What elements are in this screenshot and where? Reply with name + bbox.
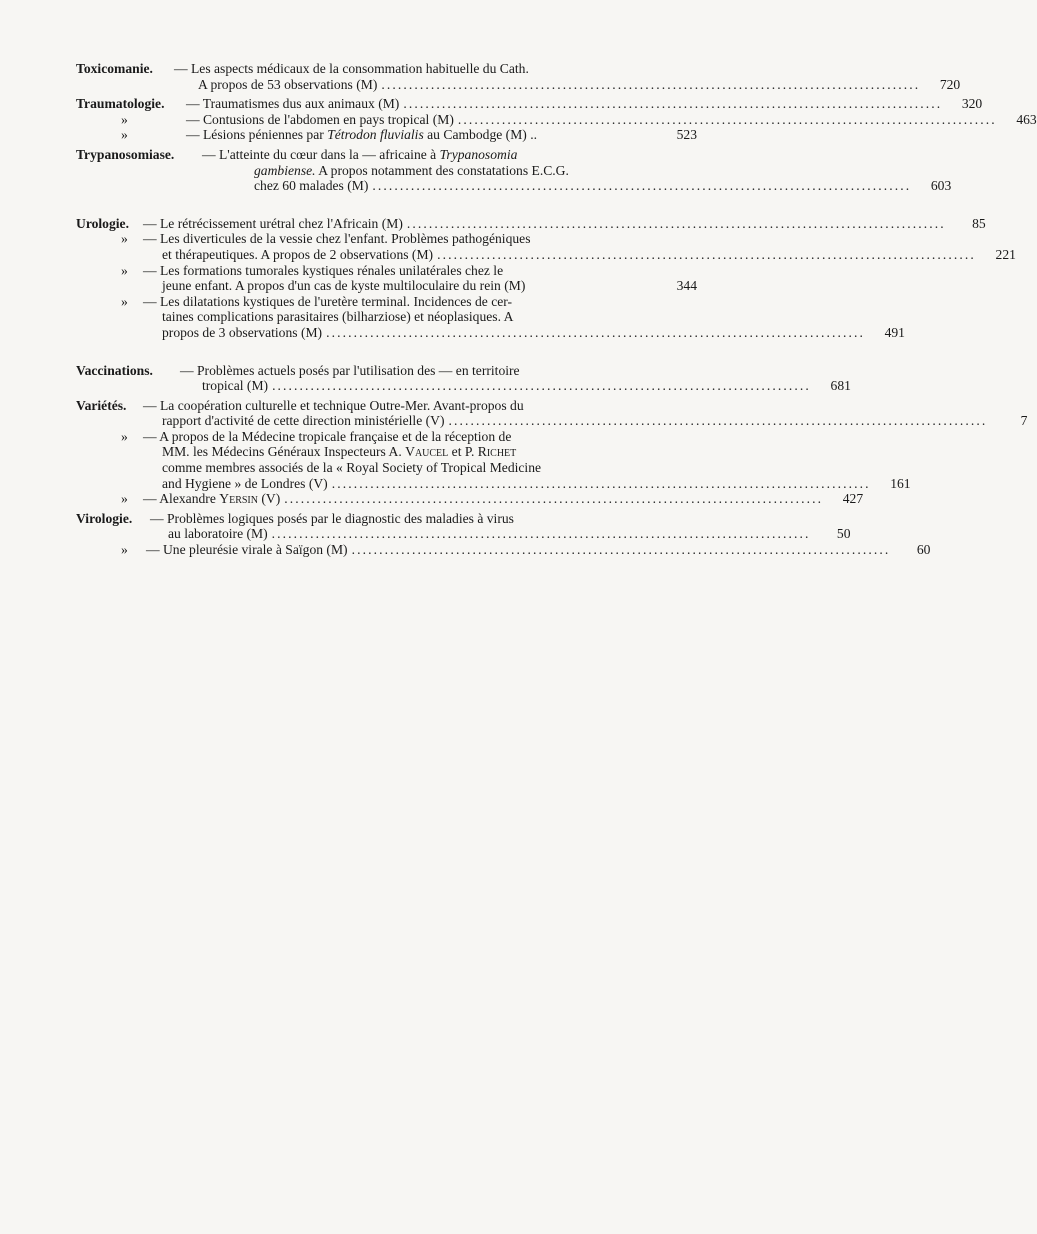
page-number: 344 <box>676 278 697 294</box>
leader-dots: .................................................................................................. <box>271 526 811 542</box>
page-number: 463 <box>1016 111 1037 127</box>
entry-title-line: propos de 3 observations (M) <box>162 324 323 340</box>
entry-title-line: — A propos de la Médecine tropicale française et de la réception de <box>143 428 512 444</box>
entry-title-line: comme membres associés de la « Royal Society of Tropical Medicine <box>162 460 542 476</box>
entry-title-line: — Le rétrécissement urétral chez l'Africain (M) <box>143 215 403 231</box>
leader-dots: .................................................................................................. <box>381 76 921 92</box>
entry-heading: Toxicomanie. <box>76 61 153 76</box>
entry-title-line: — Une pleurésie virale à Saïgon (M) <box>146 542 348 558</box>
page-number: 320 <box>961 96 983 112</box>
entry-title-line: au laboratoire (M) <box>168 526 268 542</box>
index-entry-urologie <box>76 215 986 232</box>
leader-dots: .................................................................................................. <box>403 96 943 112</box>
entry-title-line: — Les aspects médicaux de la consommation habituelle du Cath. <box>174 61 529 76</box>
entry-title-line: et thérapeutiques. A propos de 2 observations (M) <box>162 246 434 262</box>
entry-title-line: — Les diverticules de la vessie chez l'enfant. Problèmes pathogéniques <box>143 231 531 247</box>
entry-heading: Variétés. <box>76 397 127 413</box>
ditto-mark: » <box>121 491 128 507</box>
ditto-mark: » <box>121 127 128 143</box>
entry-title-line: — Lésions péniennes par Tétrodon fluvialis au Cambodge (M) .. <box>186 127 538 143</box>
entry-title-line: — Les formations tumorales kystiques rénales unilatérales chez le <box>143 262 504 278</box>
entry-title-line: jeune enfant. A propos d'un cas de kyste multiloculaire du rein (M) <box>162 278 526 294</box>
index-entry-toxicomanie <box>76 61 961 92</box>
ditto-mark: » <box>121 111 128 127</box>
index-entry-traumatologie-2 <box>76 111 1037 128</box>
page-number: 720 <box>939 76 961 92</box>
page-number: 60 <box>916 542 931 558</box>
page-number: 50 <box>836 526 851 542</box>
index-entry-varietes-2 <box>76 428 911 491</box>
page-number: 523 <box>676 127 697 143</box>
entry-title-line: MM. les Médecins Généraux Inspecteurs A. Vaucel et P. Richet <box>162 444 517 460</box>
entry-title-line: rapport d'activité de cette direction ministérielle (V) <box>162 413 445 429</box>
entry-heading: Urologie. <box>76 215 129 231</box>
entry-title-line: — Problèmes logiques posés par le diagnostic des maladies à virus <box>150 510 514 526</box>
entry-title-line: — Contusions de l'abdomen en pays tropical (M) <box>186 111 454 127</box>
index-entry-virologie <box>76 510 851 542</box>
entry-title-line: — Alexandre Yersin (V) <box>143 491 281 507</box>
leader-dots: .................................................................................................. <box>284 491 824 507</box>
index-entry-varietes <box>76 397 1028 429</box>
leader-dots: .................................................................................................. <box>457 111 997 127</box>
leader-dots: .................................................................................................. <box>437 246 976 262</box>
leader-dots: .................................................................................................. <box>331 475 871 491</box>
page-number: 161 <box>890 475 911 491</box>
leader-dots: .................................................................................................. <box>372 178 912 194</box>
page-number: 427 <box>842 491 864 507</box>
leader-dots: .................................................................................................. <box>326 324 865 340</box>
index-entry-urologie-2 <box>76 231 1016 262</box>
index-entry-traumatologie <box>76 96 983 112</box>
entry-title-line: — L'atteinte du cœur dans la — africaine à Trypanosomia <box>202 146 518 162</box>
index-entry-virologie-2 <box>76 542 931 558</box>
entry-heading: Vaccinations. <box>76 362 153 378</box>
leader-dots: .................................................................................................. <box>448 413 988 429</box>
index-entry-varietes-3 <box>76 491 864 507</box>
index-entry-trypanosomiase <box>76 146 952 194</box>
ditto-mark: » <box>121 262 128 278</box>
ditto-mark: » <box>121 542 128 558</box>
leader-dots: .................................................................................................. <box>351 542 891 558</box>
entry-title-line: and Hygiene » de Londres (V) <box>162 475 328 491</box>
index-entry-urologie-3 <box>76 263 697 294</box>
entry-title-line: taines complications parasitaires (bilharziose) et néoplasiques. A <box>162 309 514 325</box>
entry-heading: Traumatologie. <box>76 96 165 112</box>
entry-title-line: — Traumatismes dus aux animaux (M) <box>186 96 400 112</box>
entry-heading: Trypanosomiase. <box>76 146 175 162</box>
entry-title-line: A propos de 53 observations (M) <box>198 76 378 92</box>
page-number: 85 <box>972 215 986 231</box>
index-entry-urologie-4 <box>76 293 905 341</box>
index-entry-vaccinations <box>76 362 851 394</box>
page-number: 221 <box>995 246 1016 262</box>
entry-title-line: tropical (M) <box>202 378 269 394</box>
ditto-mark: » <box>121 428 128 444</box>
leader-dots <box>537 127 657 143</box>
subject-index <box>76 61 1037 558</box>
entry-title-line: chez 60 malades (M) <box>254 178 369 194</box>
entry-title-line: gambiense. A propos notamment des constatations E.C.G. <box>254 162 569 178</box>
page-number: 603 <box>930 178 952 194</box>
ditto-mark: » <box>121 231 128 247</box>
leader-dots: .................................................................................................. <box>406 215 946 231</box>
entry-title-line: — Les dilatations kystiques de l'uretère terminal. Incidences de cer- <box>143 293 513 309</box>
leader-dots <box>525 278 657 294</box>
ditto-mark: » <box>121 293 128 309</box>
index-entry-traumatologie-3 <box>76 127 697 143</box>
entry-heading: Virologie. <box>76 510 133 526</box>
page-number: 7 <box>1020 413 1028 429</box>
entry-title-line: — La coopération culturelle et technique Outre-Mer. Avant-propos du <box>143 397 524 413</box>
entry-title-line: — Problèmes actuels posés par l'utilisation des — en territoire <box>180 362 520 378</box>
page-number: 681 <box>830 378 851 394</box>
leader-dots: .................................................................................................. <box>272 378 811 394</box>
page-number: 491 <box>884 324 905 340</box>
